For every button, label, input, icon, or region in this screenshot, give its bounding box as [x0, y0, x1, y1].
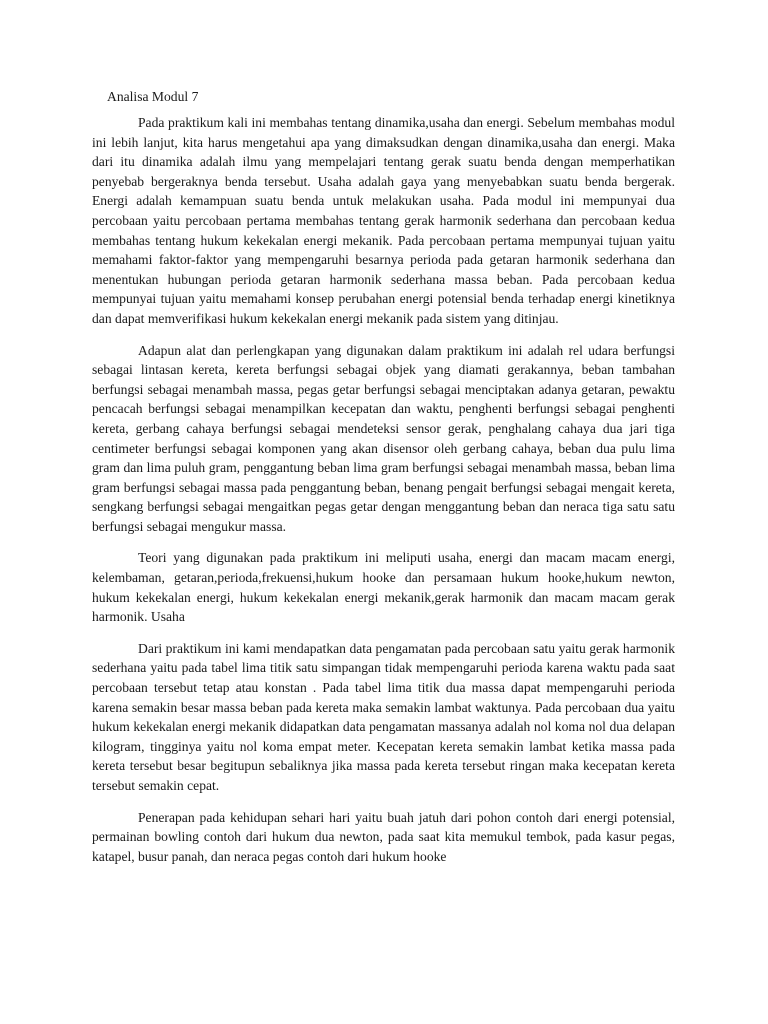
paragraph-application: Penerapan pada kehidupan sehari hari yaitu buah jatuh dari pohon contoh dari energi potensial, permainan bowling contoh dari hukum dua newton, pada saat kita memukul tembok, pada kasur pegas, katapel, busur panah, dan neraca pegas contoh dari hukum hooke: [92, 809, 675, 864]
document-body: [92, 113, 675, 878]
document-title: Analisa Modul 7: [107, 89, 199, 104]
paragraph-intro: Pada praktikum kali ini membahas tentang dinamika,usaha dan energi. Sebelum membahas modul ini lebih lanjut, kita harus mengetahui apa yang dimaksudkan dengan dinamika,usaha dan energi. Maka dari itu dinamika adalah ilmu yang mempelajari tentang gerak suatu benda dengan memperhatikan penyebab bergeraknya benda tersebut. Usaha adalah gaya yang menyebabkan suatu benda bergerak. Energi adalah kemampuan suatu benda untuk melakukan usaha. Pada modul ini mempunyai dua percobaan yaitu percobaan pertama membahas tentang gerak harmonik sederhana dan percobaan kedua membahas tentang hukum kekekalan energi mekanik. Pada percobaan pertama mempunyai tujuan yaitu memahami faktor-faktor yang mempengaruhi besarnya perioda pada getaran harmonik sederhana dan menentukan hubungan perioda getaran harmonik sederhana massa beban. Pada percobaan kedua mempunyai tujuan yaitu memahami konsep perubahan energi potensial benda terhadap energi kinetiknya dan dapat memverifikasi hukum kekekalan energi mekanik pada sistem yang ditinjau.: [92, 115, 675, 326]
paragraph-results: Dari praktikum ini kami mendapatkan data pengamatan pada percobaan satu yaitu gerak harmonik sederhana yaitu pada tabel lima titik satu simpangan tidak mempengaruhi perioda karena waktu pada saat percobaan tersebut tetap atau konstan . Pada tabel lima titik dua massa dapat mempengaruhi perioda karena semakin besar massa beban pada kereta maka semakin lambat waktunya. Pada percobaan dua yaitu hukum kekekalan energi mekanik didapatkan data pengamatan massanya adalah nol koma nol dua delapan kilogram, tingginya yaitu nol koma empat meter. Kecepatan kereta semakin lambat ketika massa pada kereta tersebut besar begitupun sebaliknya jika massa pada kereta tersebut ringan maka kecepatan kereta tersebut semakin cepat.: [92, 640, 675, 793]
paragraph-theory: Teori yang digunakan pada praktikum ini meliputi usaha, energi dan macam macam energi, kelembaman, getaran,perioda,frekuensi,hukum hooke dan persamaan hukum hooke,hukum newton, hukum kekekalan energi, hukum kekekalan energi mekanik,gerak harmonik dan macam macam gerak harmonik. Usaha: [92, 550, 675, 625]
paragraph-equipment: Adapun alat dan perlengkapan yang digunakan dalam praktikum ini adalah rel udara berfungsi sebagai lintasan kereta, kereta berfungsi sebagai objek yang diamati gerakannya, beban tambahan berfungsi sebagai menambah massa, pegas getar berfungsi sebagai menciptakan adanya getaran, pewaktu pencacah berfungsi sebagai menampilkan kecepatan dan waktu, penghenti berfungsi sebagai penghenti kereta, gerbang cahaya berfungsi sebagai mendeteksi sensor gerak, penghalang cahaya dua jari tiga centimeter berfungsi sebagai komponen yang akan disensor oleh gerbang cahaya, beban dua pulu lima gram dan lima puluh gram, penggantung beban lima gram berfungsi sebagai menambah massa, beban lima gram berfungsi sebagai massa pada penggantung beban, benang pengait berfungsi sebagai mengait kereta, sengkang berfungsi sebagai mengaitkan pegas getar dengan menggantung beban dan neraca tiga satu satu berfungsi sebagai mengukur massa.: [92, 342, 675, 534]
